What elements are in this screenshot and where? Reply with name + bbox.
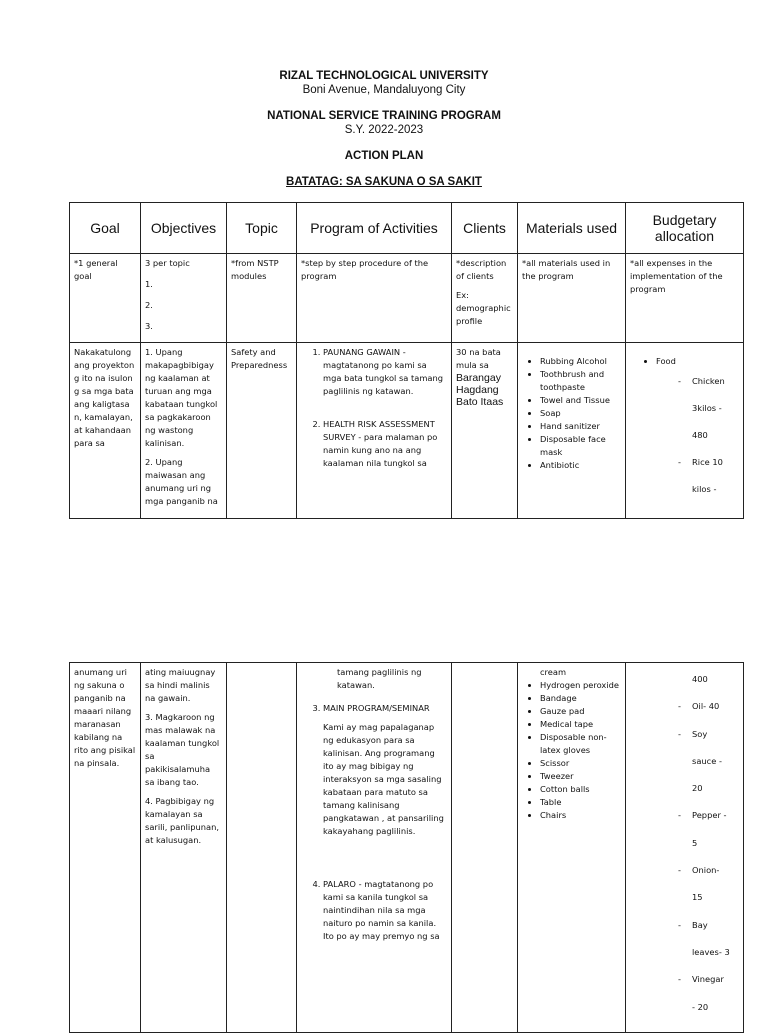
objectives-cell-continued [141, 663, 227, 1033]
guide-activities: *step by step procedure of the program [297, 254, 452, 343]
column-header-budget: Budgetary allocation [626, 203, 744, 254]
column-header-objectives: Objectives [141, 203, 227, 254]
column-header-topic: Topic [227, 203, 297, 254]
budget-line: leaves- 3 [692, 946, 730, 957]
header-row [70, 203, 744, 254]
material-item: • Soap [540, 407, 621, 420]
materials-cell [518, 343, 626, 519]
guide-objectives-intro: 3 per topic [145, 258, 190, 268]
budget-line: 20 [692, 783, 703, 794]
activities-cell-continued [297, 663, 452, 1033]
material-item: • Table [540, 796, 621, 809]
guide-objective-1: 1. [145, 279, 153, 289]
topic-cell-continued [227, 663, 297, 1033]
budget-line: 480 [692, 430, 708, 440]
objective-3: 3. Magkaroon ng mas malawak na kaalaman tungkol sa pakikisalamuha sa ibang tao. [145, 712, 220, 787]
guide-goal: *1 general goal [70, 254, 141, 343]
budget-line: kilos - [692, 484, 717, 494]
material-item: • Tweezer [540, 770, 621, 783]
budget-line: 5 [692, 837, 698, 848]
budget-line: - Oil- 40 [678, 701, 720, 712]
activity-1: 1. PAUNANG GAWAIN - magtatanong po kami sa mga bata tungkol sa tamang paglilinis ng katawan. [323, 346, 447, 398]
budget-line: - Bay [678, 919, 708, 930]
material-item: • Rubbing Alcohol [540, 355, 621, 368]
material-item: • Medical tape [540, 718, 621, 731]
material-item: • Toothbrush and toothpaste [540, 368, 621, 394]
activity-4: 4. PALARO - magtatanong po kami sa kanila tungkol sa naintindihan nila sa mga naituro po namin sa kanila. Ito po ay may premyo ng sa [323, 878, 447, 943]
material-item: • Disposable non-latex gloves [540, 731, 621, 757]
action-plan-table-page1 [69, 202, 744, 519]
budget-cell-continued [626, 663, 744, 1033]
budget-line: - Rice 10 [678, 457, 723, 467]
budget-heading: • Food [656, 355, 739, 368]
plan-row [70, 343, 744, 519]
document-header [0, 69, 768, 189]
budget-line: 15 [692, 892, 703, 903]
guide-objective-3: 3. [145, 321, 153, 331]
budget-line: 400 [692, 674, 708, 684]
material-item: • Antibiotic [540, 459, 621, 472]
activities-cell [297, 343, 452, 519]
column-header-activities: Program of Activities [297, 203, 452, 254]
budget-line: sauce - [692, 755, 722, 766]
guide-topic: *from NSTP modules [227, 254, 297, 343]
material-continued: cream [540, 667, 567, 677]
material-item: • Bandage [540, 692, 621, 705]
clients-count: 30 na bata mula sa [456, 347, 501, 370]
guide-materials: *all materials used in the program [518, 254, 626, 343]
activity-3 [323, 702, 447, 838]
topic-cell: Safety and Preparedness [227, 343, 297, 519]
budget-line: - Pepper - [678, 810, 727, 821]
material-item: • Chairs [540, 809, 621, 822]
column-header-goal: Goal [70, 203, 141, 254]
guide-objective-2: 2. [145, 300, 153, 310]
document-title: ACTION PLAN [344, 150, 424, 162]
budget-cell [626, 343, 744, 519]
column-header-materials: Materials used [518, 203, 626, 254]
plan-title: BATATAG: SA SAKUNA O SA SAKIT [286, 176, 482, 188]
objective-2: 2. Upang maiwasan ang anumang uri ng mga panganib na [145, 457, 218, 506]
material-item: • Scissor [540, 757, 621, 770]
clients-cell-continued [452, 663, 518, 1033]
school-year: S.Y. 2022-2023 [344, 124, 424, 136]
action-plan-table-page2 [69, 662, 744, 1033]
clients-cell [452, 343, 518, 519]
plan-row-continued [70, 663, 744, 1033]
university-name: RIZAL TECHNOLOGICAL UNIVERSITY [279, 70, 489, 82]
budget-line: - Onion- [678, 865, 720, 876]
goal-cell-continued: anumang uri ng sakuna o panganib na maaari nilang maranasan kabilang na rito ang pisikal na pinsala. [70, 663, 141, 1033]
clients-place: Barangay Hagdang Bato Itaas [456, 372, 504, 408]
budget-line: - Vinegar [678, 974, 724, 985]
program-name: NATIONAL SERVICE TRAINING PROGRAM [267, 110, 501, 122]
activity-3-title: 3. MAIN PROGRAM/SEMINAR [323, 703, 430, 713]
materials-cell-continued [518, 663, 626, 1033]
material-item: • Hydrogen peroxide [540, 679, 621, 692]
objective-1: 1. Upang makapagbibigay ng kaalaman at turuan ang mga kabataan tungkol sa pagkakaroon ng wastong kalinisan. [145, 347, 218, 448]
guide-budget: *all expenses in the implementation of the program [626, 254, 744, 343]
material-item: • Cotton balls [540, 783, 621, 796]
activity-2: 2. HEALTH RISK ASSESSMENT SURVEY - para malaman po namin kung ano na ang kaalaman nila tungkol sa [323, 418, 447, 470]
budget-line: - 20 [692, 1001, 709, 1012]
activity-2-continued: tamang paglilinis ng katawan. [337, 667, 422, 690]
objective-2-continued: ating maiuugnay sa hindi malinis na gawain. [145, 667, 216, 703]
guide-clients [452, 254, 518, 343]
material-item: • Towel and Tissue [540, 394, 621, 407]
activity-3-body: Kami ay mag papalaganap ng edukasyon para sa kalinisan. Ang programang ito ay mag bibigay ng interaksyon sa mga sasaling kabataan para matuto sa tamang kalinisang pangkatawan , at pansariling kakayahang paglilinis. [323, 722, 444, 836]
budget-line: - Soy [678, 728, 708, 739]
material-item: • Gauze pad [540, 705, 621, 718]
objective-4: 4. Pagbibigay ng kamalayan sa sarili, panlipunan, at kalusugan. [145, 796, 219, 845]
guide-clients-desc: *description of clients [456, 258, 507, 281]
guide-clients-example: Ex: demographic profile [456, 290, 511, 326]
objectives-cell [141, 343, 227, 519]
material-item: • Hand sanitizer [540, 420, 621, 433]
column-header-clients: Clients [452, 203, 518, 254]
material-item: • Disposable face mask [540, 433, 621, 459]
goal-cell: Nakakatulong ang proyektong ito na isulong sa mga bata ang kaligtasan, kamalayan, at kahandaan para sa [70, 343, 141, 519]
university-address: Boni Avenue, Mandaluyong City [302, 84, 466, 96]
budget-line: 3kilos - [692, 403, 722, 413]
guide-objectives [141, 254, 227, 343]
guide-row [70, 254, 744, 343]
budget-line: - Chicken [678, 376, 725, 386]
